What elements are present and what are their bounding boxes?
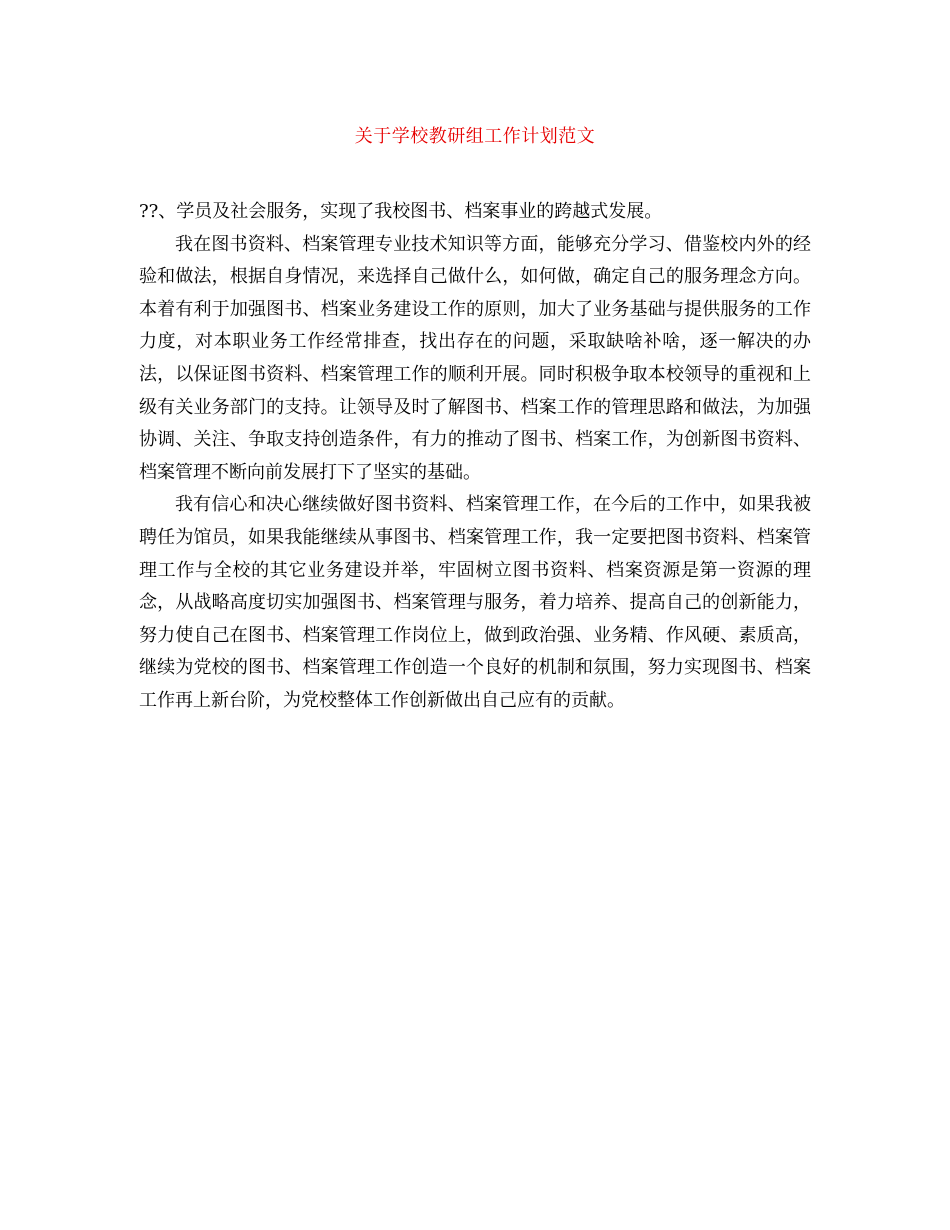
document-title: 关于学校教研组工作计划范文 (354, 126, 596, 147)
document-body (139, 196, 811, 718)
paragraph-commitment: 我有信心和决心继续做好图书资料、档案管理工作，在今后的工作中，如果我被聘任为馆员，如果我能继续从事图书、档案管理工作，我一定要把图书资料、档案管理工作与全校的其它业务建设并举，牢固树立图书资料、档案资源是第一资源的理念，从战略高度切实加强图书、档案管理与服务，着力培养、提高自己的创新能力，努力使自己在图书、档案管理工作岗位上，做到政治强、业务精、作风硬、素质高，继续为党校的图书、档案管理工作创造一个良好的机制和氛围，努力实现图书、档案工作再上新台阶，为党校整体工作创新做出自己应有的贡献。 (139, 494, 811, 711)
paragraph-experience: 我在图书资料、档案管理专业技术知识等方面，能够充分学习、借鉴校内外的经验和做法，根据自身情况，来选择自己做什么，如何做，确定自己的服务理念方向。本着有利于加强图书、档案业务建设工作的原则，加大了业务基础与提供服务的工作力度，对本职业务工作经常排查，找出存在的问题，采取缺啥补啥，逐一解决的办法，以保证图书资料、档案管理工作的顺利开展。同时积极争取本校领导的重视和上级有关业务部门的支持。让领导及时了解图书、档案工作的管理思路和做法，为加强协调、关注、争取支持创造条件，有力的推动了图书、档案工作，为创新图书资料、档案管理不断向前发展打下了坚实的基础。 (139, 233, 811, 483)
paragraph-continuation: ??、学员及社会服务，实现了我校图书、档案事业的跨越式发展。 (139, 201, 663, 222)
